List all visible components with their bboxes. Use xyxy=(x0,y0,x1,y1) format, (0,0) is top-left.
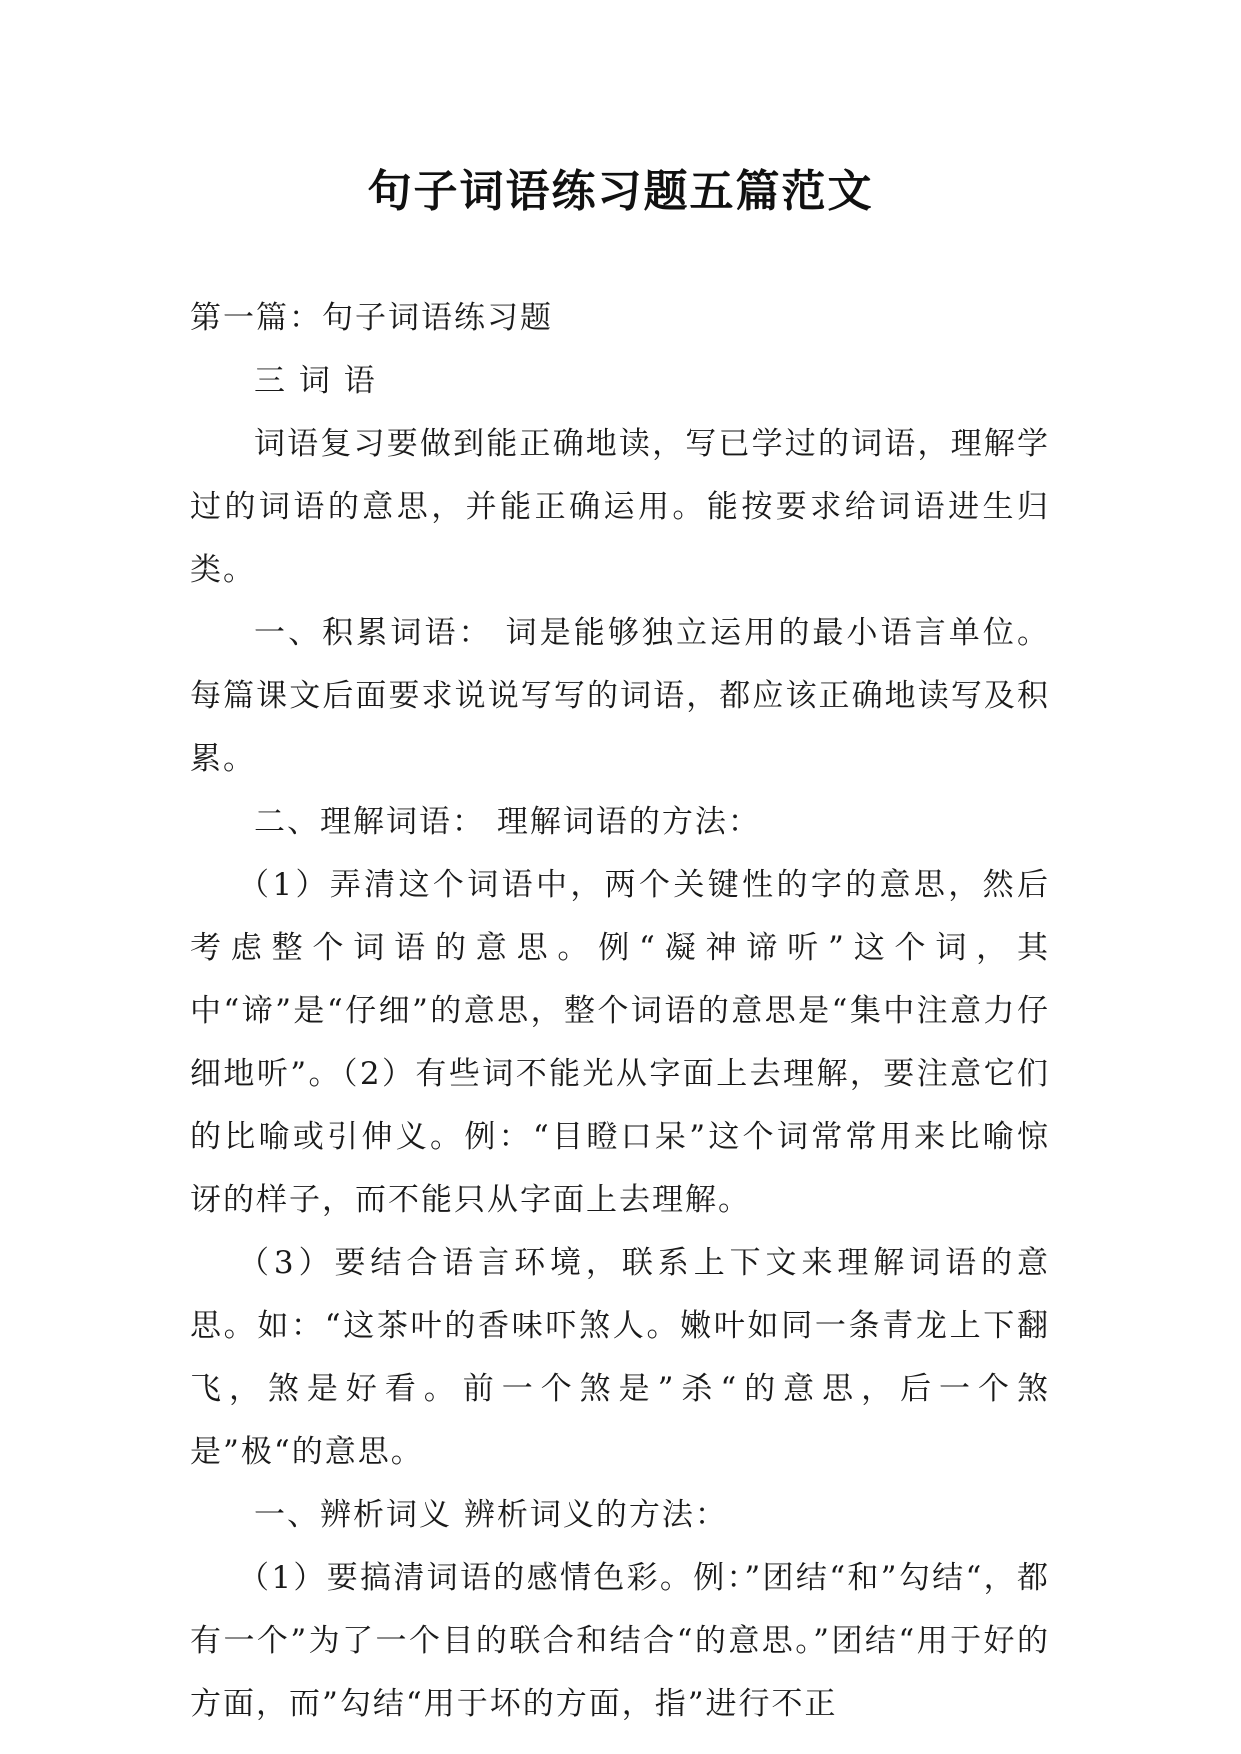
paragraph: （3）要结合语言环境，联系上下文来理解词语的意思。如：“这茶叶的香味吓煞人。嫩叶如同一条青龙上下翻飞，煞是好看。前一个煞是”杀“的意思，后一个煞是”极“的意思。 xyxy=(190,1245,1050,1470)
paragraph: （1）要搞清词语的感情色彩。例：”团结“和”勾结“，都有一个”为了一个目的联合和结合“的意思。”团结“用于好的方面，而”勾结“用于坏的方面，指”进行不正 xyxy=(190,1560,1050,1722)
paragraph: 一、积累词语： 词是能够独立运用的最小语言单位。每篇课文后面要求说说写写的词语，都应该正确地读写及积累。 xyxy=(190,615,1050,777)
paragraph: 一、辨析词义 辨析词义的方法： xyxy=(254,1497,728,1533)
subsection-heading: 三 词 语 xyxy=(254,363,377,399)
section-heading: 第一篇：句子词语练习题 xyxy=(190,300,553,336)
paragraph: （1）弄清这个词语中，两个关键性的字的意思，然后考虑整个词语的意思。例“凝神谛听”这个词，其中“谛”是“仔细”的意思，整个词语的意思是“集中注意力仔细地听”。（2）有些词不能光从字面上去理解，要注意它们的比喻或引伸义。例：“目瞪口呆”这个词常常用来比喻惊讶的样子，而不能只从字面上去理解。 xyxy=(190,867,1050,1218)
document-body xyxy=(190,287,1050,1736)
paragraph: 词语复习要做到能正确地读，写已学过的词语，理解学过的词语的意思，并能正确运用。能按要求给词语进生归类。 xyxy=(190,426,1050,588)
document-title: 句子词语练习题五篇范文 xyxy=(367,166,874,217)
paragraph: 二、理解词语： 理解词语的方法： xyxy=(254,804,761,840)
